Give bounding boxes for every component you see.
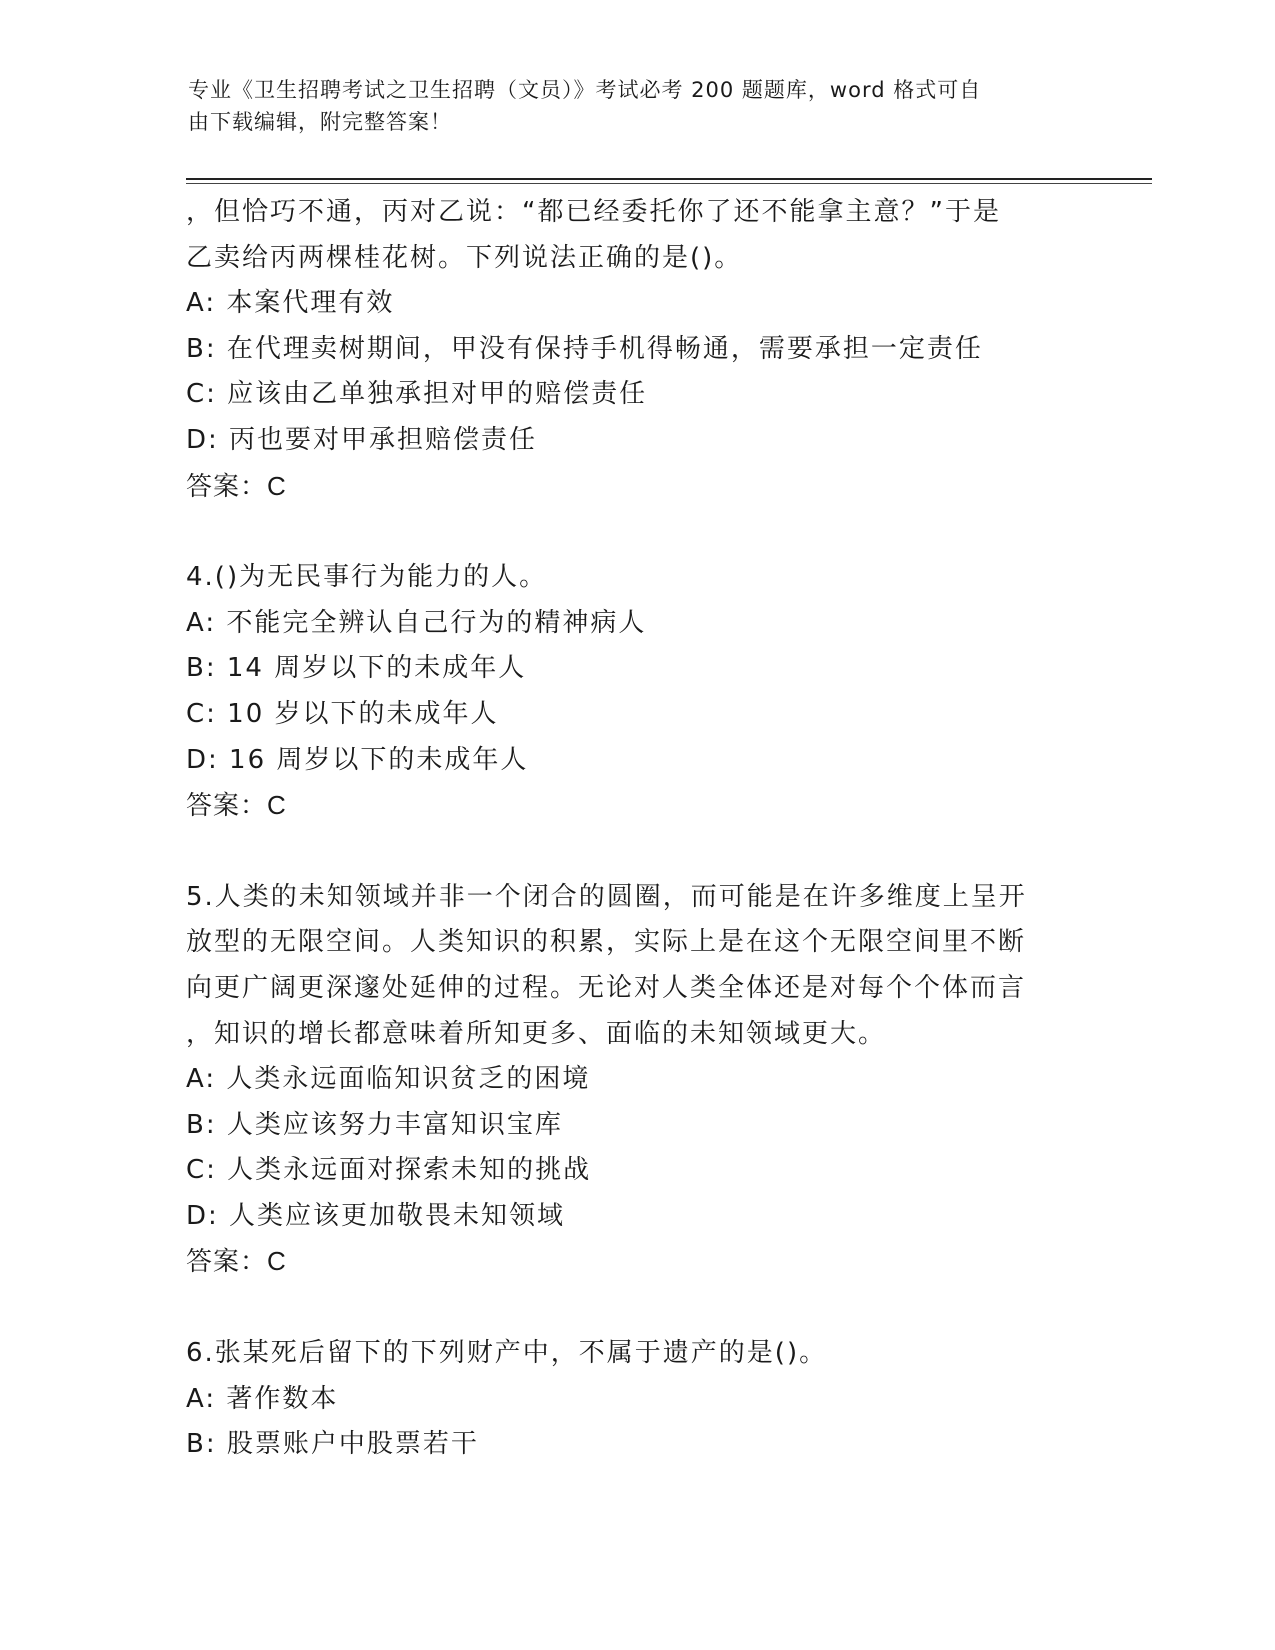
question-4-option-a: A: 不能完全辨认自己行为的精神病人 (186, 607, 647, 638)
question-4 (186, 555, 1066, 829)
question-5-option-b: B: 人类应该努力丰富知识宝库 (186, 1109, 563, 1140)
question-5-text-line-2: 放型的无限空间。人类知识的积累，实际上是在这个无限空间里不断 (186, 927, 1027, 958)
header-title-line-2: 由下载编辑，附完整答案！ (188, 110, 452, 134)
question-3-option-c: C: 应该由乙单独承担对甲的赔偿责任 (186, 379, 648, 410)
question-5-text-line-4: ，知识的增长都意味着所知更多、面临的未知领域更大。 (186, 1018, 887, 1049)
spacer (186, 1285, 1066, 1331)
question-3-option-b: B: 在代理卖树期间，甲没有保持手机得畅通，需要承担一定责任 (186, 333, 983, 364)
question-4-option-b: B: 14 周岁以下的未成年人 (186, 653, 527, 684)
header-rule-thin (186, 183, 1152, 184)
question-3-text-line-1: ，但恰巧不通，丙对乙说：“都已经委托你了还不能拿主意？”于是 (186, 197, 1001, 227)
question-content (186, 190, 1066, 1468)
header-title-line-1: 专业《卫生招聘考试之卫生招聘（文员）》考试必考 200 题题库，word 格式可自 (188, 78, 982, 102)
question-5-text-line-1: 5.人类的未知领域并非一个闭合的圆圈，而可能是在许多维度上呈开 (186, 881, 1027, 912)
question-5 (186, 875, 1066, 1285)
question-3-option-d: D: 丙也要对甲承担赔偿责任 (186, 424, 538, 455)
question-3-option-a: A: 本案代理有效 (186, 288, 395, 319)
question-5-option-a: A: 人类永远面临知识贫乏的困境 (186, 1064, 591, 1095)
question-3 (186, 190, 1066, 509)
question-4-text-line-1: 4.()为无民事行为能力的人。 (186, 562, 548, 593)
question-5-option-d: D: 人类应该更加敬畏未知领域 (186, 1200, 566, 1231)
spacer (186, 509, 1066, 555)
question-4-option-c: C: 10 岁以下的未成年人 (186, 698, 499, 729)
question-4-answer: 答案：C (186, 790, 287, 821)
question-3-answer: 答案：C (186, 470, 287, 501)
page-header (188, 74, 1068, 138)
question-5-answer: 答案：C (186, 1246, 287, 1277)
question-6-text-line-1: 6.张某死后留下的下列财产中，不属于遗产的是()。 (186, 1338, 828, 1369)
spacer (186, 829, 1066, 875)
question-5-text-line-3: 向更广阔更深邃处延伸的过程。无论对人类全体还是对每个个体而言 (186, 972, 1027, 1003)
question-3-text-line-2: 乙卖给丙两棵桂花树。下列说法正确的是()。 (186, 242, 743, 273)
header-rule-thick (186, 178, 1152, 180)
question-5-option-c: C: 人类永远面对探索未知的挑战 (186, 1155, 592, 1186)
question-6-option-b: B: 股票账户中股票若干 (186, 1429, 479, 1460)
question-6-option-a: A: 著作数本 (186, 1383, 339, 1414)
question-6 (186, 1331, 1066, 1468)
question-4-option-d: D: 16 周岁以下的未成年人 (186, 744, 529, 775)
